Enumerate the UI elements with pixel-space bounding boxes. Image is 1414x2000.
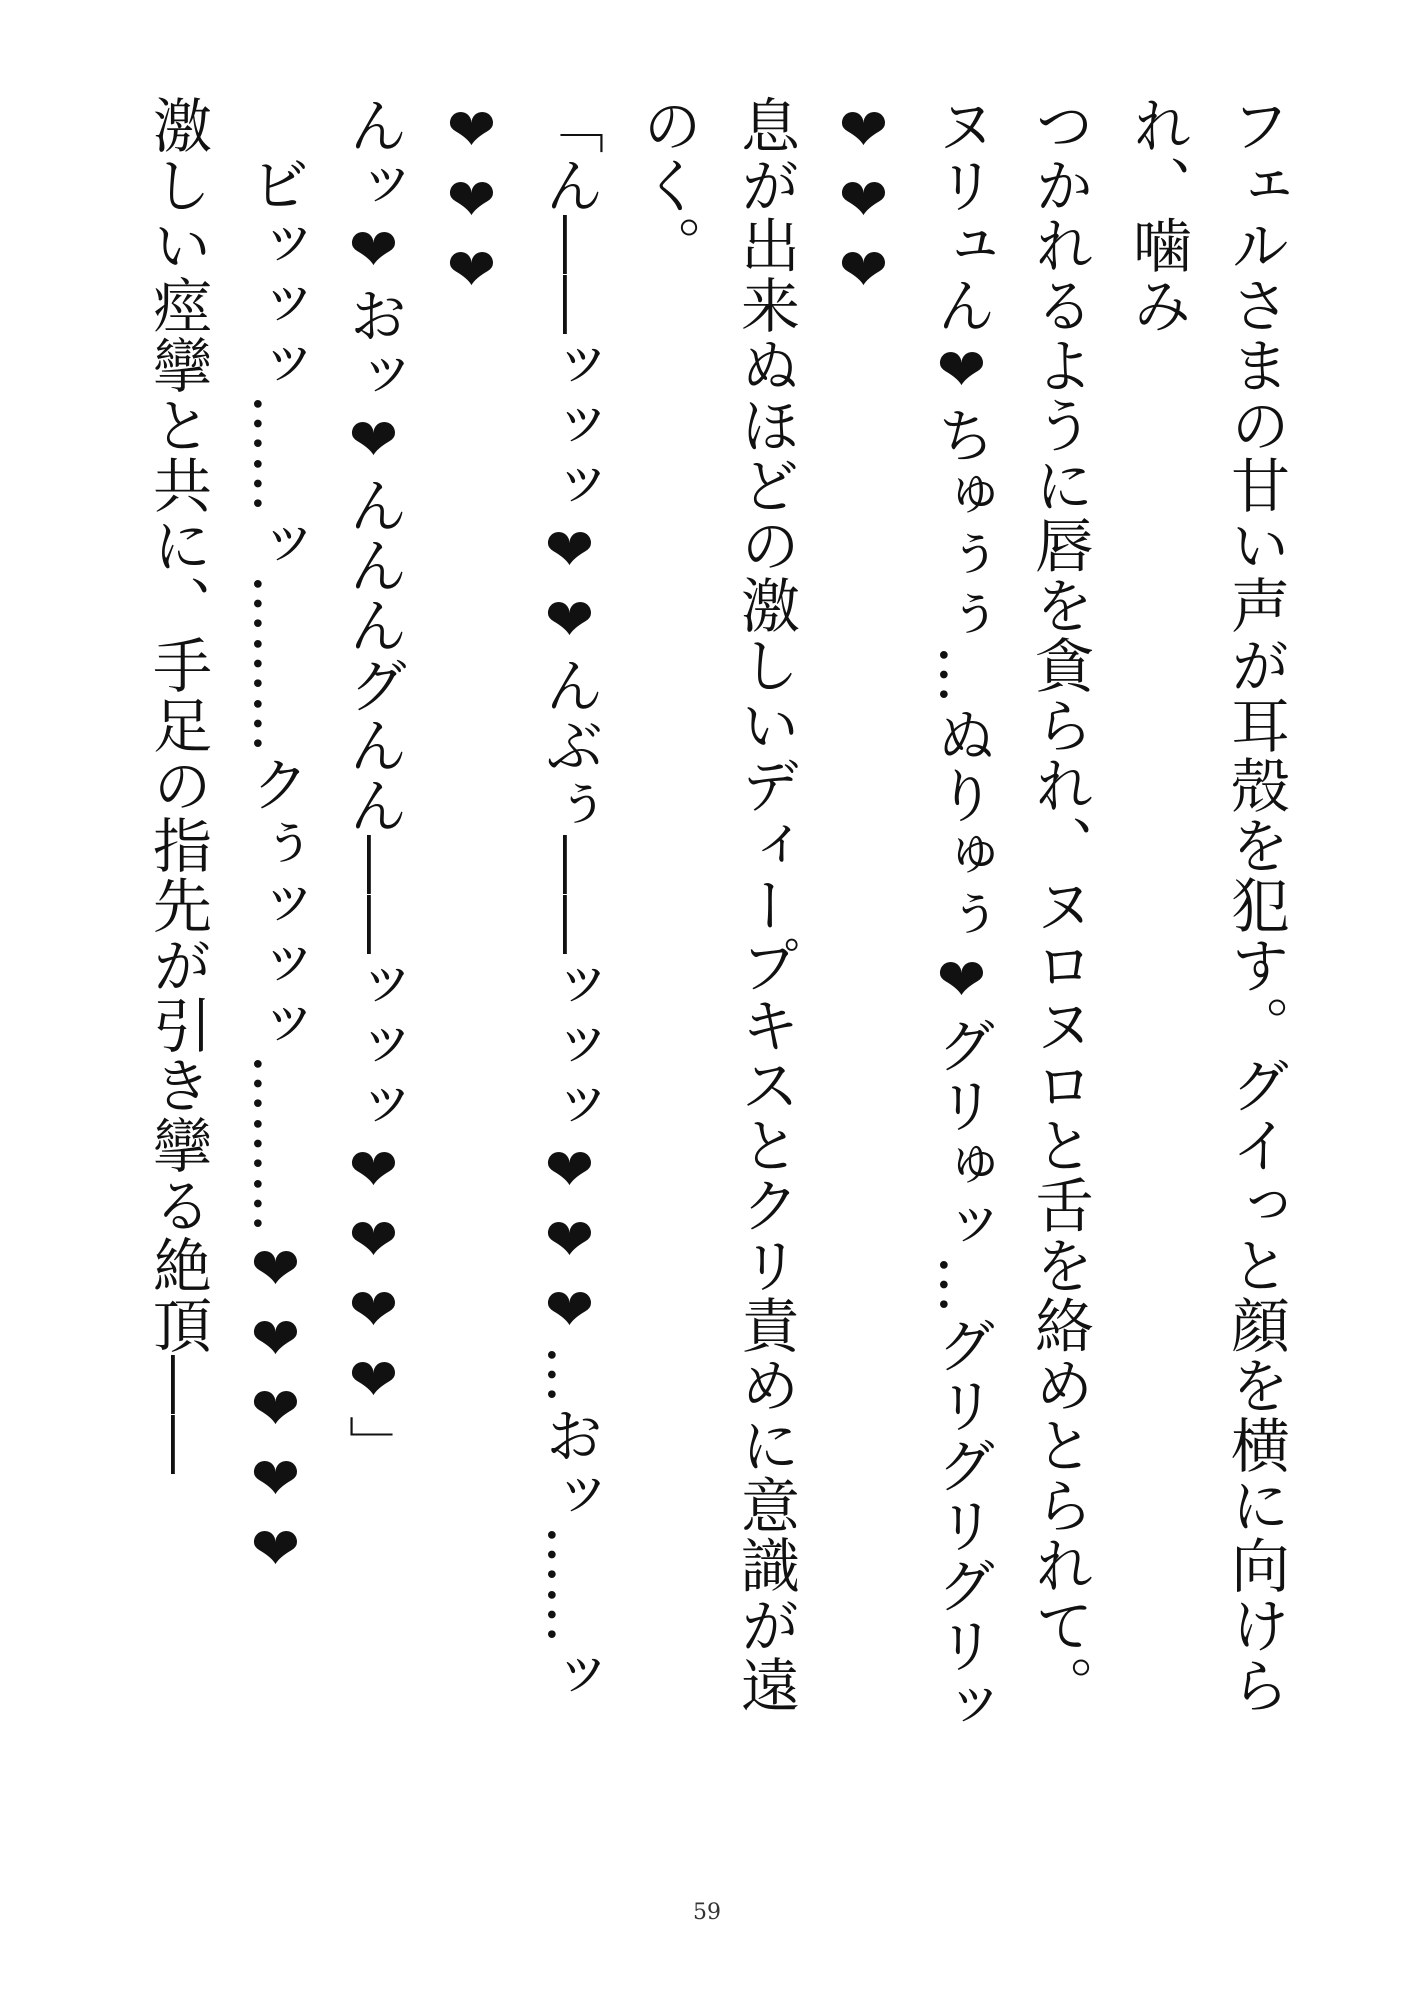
- text-line-5: 「ん――ッッッ❤❤んぶぅ――ッッッ❤❤❤…おッ……ッ❤❤❤: [437, 95, 604, 1705]
- page-number: 59: [693, 1900, 721, 1925]
- text-line-3: ヌリュん❤ちゅぅぅ…ぬりゅぅ❤グリゅッ…グリグリグリッ❤❤❤: [829, 95, 996, 1735]
- text-line-2: つかれるように唇を貪られ、ヌロヌロと舌を絡めとられて。: [1025, 95, 1094, 1715]
- vertical-text-block: [128, 95, 1304, 1745]
- text-line-4: 息が出来ぬほどの激しいディープキスとクリ責めに意識が遠のく。: [633, 95, 800, 1715]
- text-line-1: フェルさまの甘い声が耳殻を犯す。グイっと顔を横に向けられ、噛み: [1123, 95, 1290, 1715]
- text-line-7: ビッッッ……ッ………クぅッッッ………❤❤❤❤❤: [241, 154, 310, 1584]
- text-line-6: んッ❤おッ❤んんんグんん――ッッッ❤❤❤❤」: [339, 95, 408, 1475]
- text-line-8: 激しい痙攣と共に、手足の指先が引き攣る絶頂――: [143, 95, 212, 1475]
